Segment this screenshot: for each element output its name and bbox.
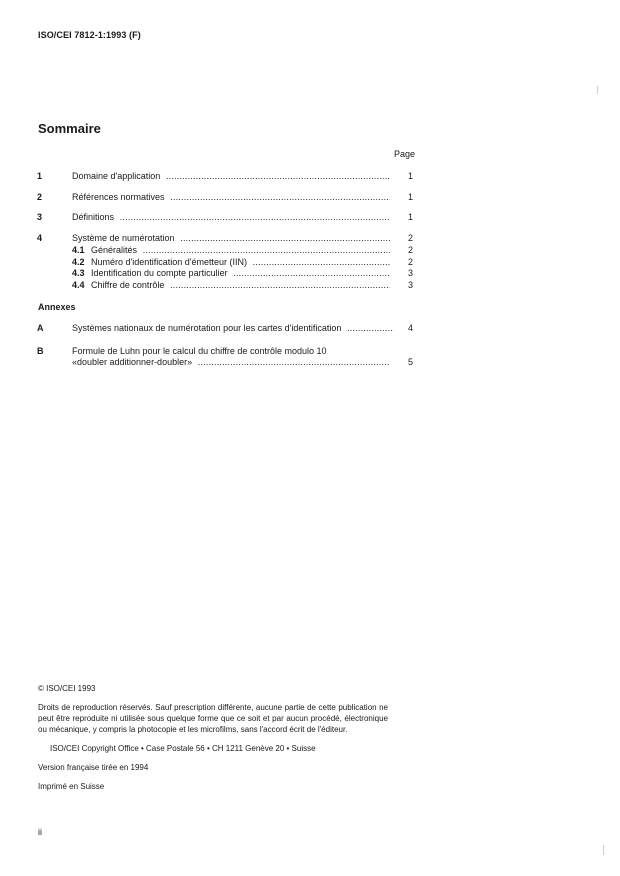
toc-subentry-page: 2: [407, 245, 413, 255]
toc-entry-title: Références normatives .....: [72, 191, 390, 204]
page-column-label: Page: [393, 149, 415, 159]
toc-subentry-title: 4.3 Identification du compte particulier .....: [72, 267, 390, 280]
toc-entry-title: Définitions .....: [72, 211, 390, 224]
toc-subentry-page: 2: [407, 257, 413, 267]
toc-entry-number: 4: [37, 233, 43, 243]
page-title: Sommaire: [38, 121, 101, 136]
toc-subentry-number: 4.3: [72, 268, 85, 278]
toc-subentry-number: 4.2: [72, 257, 85, 267]
annex-title-line-2: «doubler additionner-doubler» .....: [72, 356, 390, 369]
edition-note: Version française tirée en 1994: [38, 763, 149, 772]
scan-artifact: [603, 845, 604, 855]
toc-entry-number: 1: [37, 171, 43, 181]
annex-page: 4: [407, 323, 413, 333]
annexes-heading: Annexes: [38, 302, 76, 312]
toc-entry-page: 1: [407, 192, 413, 202]
toc-subentry-number: 4.1: [72, 245, 85, 255]
toc-subentry-title: 4.2 Numéro d'identification d'émetteur (IIN) .....: [72, 256, 390, 269]
toc-entry-number: 3: [37, 212, 43, 222]
toc-subentry-page: 3: [407, 280, 413, 290]
scan-artifact: [597, 86, 598, 94]
toc-entry-number: 2: [37, 192, 43, 202]
toc-entry-page: 2: [407, 233, 413, 243]
annex-title: Systèmes nationaux de numérotation pour les cartes d'identification .....: [72, 322, 394, 335]
toc-entry-page: 1: [407, 212, 413, 222]
annex-page: 5: [407, 357, 413, 367]
annex-letter: A: [37, 323, 44, 333]
publisher-address: ISO/CEI Copyright Office • Case Postale 56 • CH 1211 Genève 20 • Suisse: [50, 744, 316, 753]
copyright-notice: [38, 683, 398, 792]
toc-subentry-title: 4.4 Chiffre de contrôle .....: [72, 279, 390, 292]
rights-statement: Droits de reproduction réservés. Sauf prescription différente, aucune partie de cette publication ne peut être reproduite ni utilisée sous quelque forme que ce soit et par aucun procédé, électronique ou mécanique, y compris la photocopie et les microfilms, sans l'accord écrit de l'éditeur.: [38, 703, 388, 734]
printed-in: Imprimé en Suisse: [38, 782, 105, 791]
copyright-line: © ISO/CEI 1993: [38, 684, 96, 693]
toc-subentry-page: 3: [407, 268, 413, 278]
annex-title-line-1: Formule de Luhn pour le calcul du chiffre de contrôle modulo 10: [72, 346, 327, 356]
page-number: ii: [38, 827, 42, 837]
toc-entry-page: 1: [407, 171, 413, 181]
annex-letter: B: [37, 346, 44, 356]
toc-entry-title: Domaine d'application .....: [72, 170, 390, 183]
toc-entry-title: Système de numérotation .....: [72, 232, 390, 245]
document-identifier: ISO/CEI 7812-1:1993 (F): [38, 30, 141, 40]
toc-subentry-title: 4.1 Généralités .....: [72, 244, 390, 257]
toc-subentry-number: 4.4: [72, 280, 85, 290]
